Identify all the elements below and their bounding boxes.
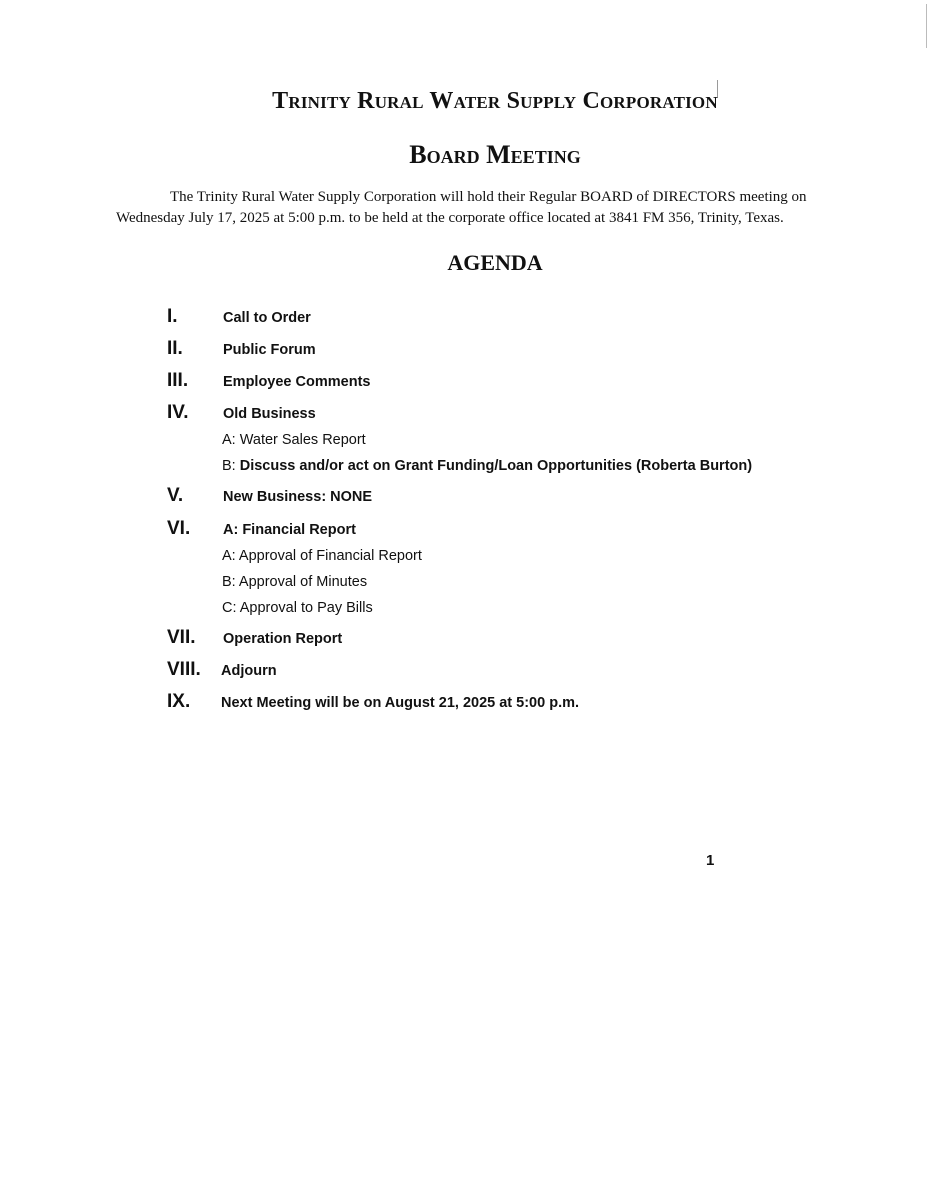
- agenda-subitem-water-sales-report: [222, 432, 366, 448]
- agenda-subitem-prefix: B:: [222, 458, 240, 474]
- agenda-item-label: Employee Comments: [223, 374, 371, 390]
- agenda-item-label: Next Meeting will be on August 21, 2025 at 5:00 p.m.: [221, 695, 580, 711]
- agenda-item-label: Adjourn: [221, 663, 277, 679]
- agenda-item-numeral: II.: [167, 338, 183, 359]
- meeting-title: Board Meeting: [409, 140, 581, 169]
- agenda-item-label: Old Business: [223, 406, 316, 422]
- agenda-item-numeral: VI.: [167, 518, 191, 539]
- agenda-subitem-text: A: Water Sales Report: [222, 432, 366, 448]
- meeting-notice-paragraph: The Trinity Rural Water Supply Corporation will hold their Regular BOARD of DIRECTORS meeting on Wednesday July 17, 2025 at 5:00 p.m. to be held at the corporate office located at 3841 FM 356, Trinity, Texas.: [116, 189, 807, 226]
- agenda-item-numeral: III.: [167, 370, 189, 391]
- agenda-item-label: Public Forum: [223, 342, 316, 358]
- agenda-item-label: A: Financial Report: [223, 522, 356, 538]
- agenda-item-label: Call to Order: [223, 310, 311, 326]
- agenda-subitem-approval-financial-report: [222, 548, 422, 564]
- agenda-item-label: New Business: NONE: [223, 489, 373, 505]
- agenda-heading: AGENDA: [447, 250, 543, 275]
- agenda-item-numeral: IX.: [167, 691, 191, 712]
- agenda-subitem-text: A: Approval of Financial Report: [222, 548, 422, 564]
- agenda-item-numeral: IV.: [167, 402, 189, 423]
- agenda-item-numeral: V.: [167, 485, 184, 506]
- agenda-item-numeral: I.: [167, 306, 178, 327]
- agenda-item-numeral: VIII.: [167, 659, 201, 680]
- agenda-item-numeral: VII.: [167, 627, 196, 648]
- agenda-item-label: Operation Report: [223, 631, 343, 647]
- page-number: 1: [706, 852, 715, 869]
- agenda-subitem-approval-pay-bills: [222, 600, 373, 616]
- organization-title: Trinity Rural Water Supply Corporation: [272, 88, 718, 114]
- agenda-subitem-text: B: Approval of Minutes: [222, 574, 368, 590]
- agenda-subitem-grant-funding: [222, 458, 752, 474]
- agenda-subitem-text: Discuss and/or act on Grant Funding/Loan Opportunities (Roberta Burton): [239, 458, 753, 474]
- agenda-subitem-approval-minutes: [222, 574, 367, 590]
- agenda-subitem-text: C: Approval to Pay Bills: [222, 600, 373, 616]
